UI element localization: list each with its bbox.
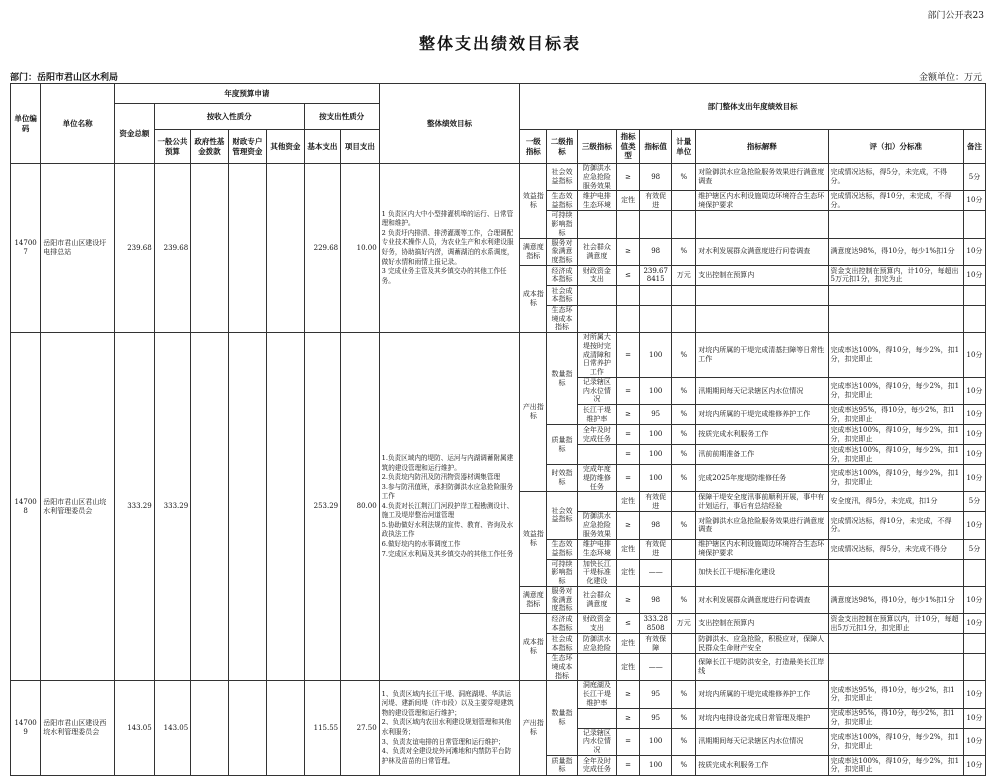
level1-indicator: 产出指标 [520,681,547,776]
value-type: 定性 [617,559,640,586]
header-remarks: 备注 [963,130,985,164]
indicator-value: 有效促进 [640,191,672,211]
level1-indicator: 满意度指标 [520,586,547,613]
indicator-explanation: 对水利发展群众满意度进行问卷调查 [696,238,828,265]
value-type: ≤ [617,265,640,285]
scoring-standard: 完成率达100%，得10分，每少2%，扣1分，扣完即止 [828,425,963,445]
level1-indicator: 成本指标 [520,614,547,681]
level2-indicator: 生态环境成本指标 [547,305,577,332]
value-type: ≥ [617,681,640,708]
measure-unit: % [672,681,696,708]
measure-unit [672,305,696,332]
value-type: ≥ [617,238,640,265]
level3-indicator: 防御洪水应急抢险 [577,634,617,654]
value-type: 定性 [617,191,640,211]
measure-unit: % [672,238,696,265]
value-type: 定性 [617,539,640,559]
other-funds [267,164,304,333]
header-annual-budget: 年度预算申请 [115,84,380,104]
measure-unit: % [672,708,696,728]
indicator-value: 100 [640,377,672,404]
level2-indicator: 经济成本指标 [547,265,577,285]
indicator-explanation: 支出控制在预算内 [696,614,828,634]
scoring-standard: 完成情况达标，得10分，未完成，不得分。 [828,512,963,539]
indicator-explanation [696,305,828,332]
scoring-standard: 完成率达100%，得10分，每少2%，扣1分，扣完即止 [828,333,963,378]
measure-unit: 万元 [672,614,696,634]
level2-indicator: 数量指标 [547,681,577,756]
basic-expense: 253.29 [304,333,340,681]
header-unit-code: 单位编码 [11,84,41,164]
indicator-value: 有效保障 [640,634,672,654]
indicator-explanation: 汛期期间每天记录辖区内水位情况 [696,377,828,404]
value-type: ≥ [617,586,640,613]
overall-goal: 1 负责区内大中小型排灌机埠的运行、日常管理和维护。 2 负责圩内排渍、排涝灌溉等工作，合理调配专业技术操作人员，为农业生产和水利建设服好务，协助搞好内涝，调蓄湖泊的水系调度，做好水情和雨情上报记录。 3 完成业务主管及其乡镇交办的其他工作任务。 [379,164,520,333]
measure-unit [672,654,696,681]
indicator-explanation: 加快长江干堤标准化建设 [696,559,828,586]
indicator-explanation [696,285,828,305]
header-level1: 一级指标 [520,130,547,164]
header-by-income: 按收入性质分 [154,104,304,130]
header-basic-expense: 基本支出 [304,130,340,164]
indicator-value: 98 [640,586,672,613]
measure-unit [672,191,696,211]
indicator-value: 100 [640,333,672,378]
value-type: ≤ [617,614,640,634]
level2-indicator: 质量指标 [547,425,577,465]
scoring-standard: 满意度达98%，得10分，每少1%扣1分 [828,238,963,265]
indicator-explanation: 对垸内所属的干堤完成维修养护工作 [696,405,828,425]
scoring-standard [828,634,963,654]
remarks: 10分 [963,238,985,265]
measure-unit [672,539,696,559]
level2-indicator: 生态效益指标 [547,539,577,559]
level3-indicator [577,211,617,238]
remarks [963,559,985,586]
measure-unit: 万元 [672,265,696,285]
remarks: 10分 [963,445,985,465]
indicator-value: 98 [640,238,672,265]
indicator-explanation: 保障长江干堤防洪安全，打造最美长江岸线 [696,654,828,681]
value-type: = [617,445,640,465]
general-budget: 143.05 [154,681,190,776]
measure-unit [672,492,696,512]
unit-code: 147007 [11,164,41,333]
header-value-type: 指标值类型 [617,130,640,164]
remarks: 10分 [963,265,985,285]
level2-indicator: 可持续影响指标 [547,211,577,238]
level3-indicator: 财政资金支出 [577,614,617,634]
gov-fund [191,333,228,681]
remarks: 10分 [963,728,985,755]
level3-indicator [577,285,617,305]
indicator-value: 有效促进 [640,539,672,559]
remarks: 10分 [963,586,985,613]
scoring-standard: 完成率达95%，得10分，每少2%，扣1分，扣完即止 [828,708,963,728]
scoring-standard: 完成率达95%，得10分，每少2%，扣1分，扣完即止 [828,405,963,425]
indicator-explanation: 完成2025年度堤防维修任务 [696,465,828,492]
header-value: 指标值 [640,130,672,164]
measure-unit [672,634,696,654]
header-scoring: 评（扣）分标准 [828,130,963,164]
level2-indicator: 数量指标 [547,333,577,425]
indicator-explanation: 维护辖区内水利设施周边环境符合生态环境保护要求 [696,191,828,211]
remarks: 10分 [963,465,985,492]
indicator-value: 239.678415 [640,265,672,285]
level3-indicator: 财政资金支出 [577,265,617,285]
measure-unit: % [672,728,696,755]
level2-indicator: 质量指标 [547,755,577,775]
header-other-funds: 其他资金 [267,130,304,164]
basic-expense: 229.68 [304,164,340,333]
header-unit: 计量单位 [672,130,696,164]
remarks: 10分 [963,377,985,404]
scoring-standard [828,654,963,681]
page-title: 整体支出绩效目标表 [418,34,581,53]
indicator-value: 333.288508 [640,614,672,634]
scoring-standard [828,211,963,238]
remarks: 5分 [963,492,985,512]
level3-indicator [577,708,617,728]
level3-indicator: 对所属大堤按时完成清障和日常养护工作 [577,333,617,378]
indicator-value [640,211,672,238]
header-special-account: 财政专户管理资金 [228,130,267,164]
project-expense: 80.00 [341,333,380,681]
indicator-value: 有效促进 [640,492,672,512]
measure-unit: % [672,164,696,191]
general-budget: 333.29 [154,333,190,681]
remarks: 10分 [963,755,985,775]
level2-indicator: 服务对象满意度指标 [547,586,577,613]
scoring-standard: 完成率达95%，得10分，每少2%，扣1分，扣完即止 [828,681,963,708]
header-by-expense: 按支出性质分 [304,104,379,130]
level1-indicator: 效益指标 [520,164,547,239]
level2-indicator: 社会效益指标 [547,164,577,191]
level2-indicator: 社会效益指标 [547,492,577,539]
value-type: 定性 [617,634,640,654]
scoring-standard: 资金支出控制在预算以内，计10分，每超出5万元扣1分，扣完即止 [828,614,963,634]
measure-unit [672,559,696,586]
indicator-explanation: 对垸内电排设备完成日常管理及维护 [696,708,828,728]
level3-indicator: 洞庭湖及长江干堤维护率 [577,681,617,708]
header-project-expense: 项目支出 [341,130,380,164]
remarks: 5分 [963,539,985,559]
header-dept-targets: 部门整体支出年度绩效目标 [520,84,986,130]
level3-indicator: 完成年度堤防维修任务 [577,465,617,492]
indicator-explanation: 汛期期间每天记录辖区内水位情况 [696,728,828,755]
remarks [963,634,985,654]
value-type [617,285,640,305]
scoring-standard: 完成率达100%，得10分，每少2%，扣1分，扣完即止 [828,445,963,465]
header-gov-fund: 政府性基金拨款 [191,130,228,164]
value-type: ≥ [617,405,640,425]
indicator-value: 95 [640,708,672,728]
level1-indicator: 产出指标 [520,333,547,492]
remarks: 10分 [963,191,985,211]
level3-indicator: 维护电排生态环境 [577,191,617,211]
table-row [11,164,986,191]
value-type: = [617,377,640,404]
indicator-explanation: 对垸内所属的干堤完成清基扫障等日常性工作 [696,333,828,378]
level2-indicator: 社会成本指标 [547,285,577,305]
value-type: ≥ [617,708,640,728]
level3-indicator: 记录辖区内水位情况 [577,377,617,404]
indicator-value: 98 [640,512,672,539]
indicator-explanation: 按质完成水利服务工作 [696,425,828,445]
scoring-standard [828,305,963,332]
scoring-standard: 完成率达100%，得10分，每少2%，扣1分，扣完即止 [828,755,963,775]
level1-indicator: 效益指标 [520,492,547,587]
table-row [11,681,986,708]
remarks: 10分 [963,425,985,445]
level3-indicator: 长江干堤维护率 [577,405,617,425]
indicator-explanation: 维护辖区内水利设施周边环境符合生态环境保护要求 [696,539,828,559]
level2-indicator: 生态效益指标 [547,191,577,211]
level3-indicator [577,492,617,512]
level1-indicator: 满意度指标 [520,238,547,265]
performance-table [10,83,986,776]
value-type: = [617,728,640,755]
measure-unit: % [672,512,696,539]
project-expense: 10.00 [341,164,380,333]
header-explain: 指标解释 [696,130,828,164]
level3-indicator: 社会群众满意度 [577,238,617,265]
indicator-explanation: 对险御洪水应急抢险服务效果进行满意度调查 [696,512,828,539]
amount-unit-label: 金额单位：万元 [918,73,982,83]
header-total-funds: 资金总额 [115,104,155,164]
measure-unit: % [672,405,696,425]
indicator-value [640,305,672,332]
overall-goal: 1.负责区域内的堤防、运河与内湖调蓄附属建筑的建设管理和运行维护。 2.负责垸内防汛及防汛物资器材调集管理 3.参与防汛值班，承担防御洪水应急抢险服务工作 4.负责对长江荆江门河段护岸工程勘测设计、施工及堤岸整治河道管理 5.协助做好水利法规的宣传、教育、咨询及水政执法工作 6.做好垸内的水事调度工作 7.完成区水利局及其乡镇交办的其他工作任务 [379,333,520,681]
scoring-standard: 完成率达100%，得10分，每少2%，扣1分，扣完即止 [828,377,963,404]
value-type [617,305,640,332]
table-number-label: 部门公开表23 [927,11,984,21]
header-overall-goal: 整体绩效目标 [379,84,520,164]
value-type: ≥ [617,512,640,539]
remarks: 5分 [963,164,985,191]
remarks: 10分 [963,333,985,378]
measure-unit: % [672,445,696,465]
scoring-standard: 完成情况达标，得5分，未完成，不得分。 [828,164,963,191]
level2-indicator: 社会成本指标 [547,634,577,654]
remarks [963,211,985,238]
indicator-explanation: 汛前前期准备工作 [696,445,828,465]
general-budget: 239.68 [154,164,190,333]
scoring-standard: 完成情况达标，得10分，未完成，不得分。 [828,191,963,211]
scoring-standard: 资金支出控制在预算内，计10分，每超出5万元扣1分，扣完为止 [828,265,963,285]
other-funds [267,333,304,681]
department-label: 部门：岳阳市君山区水利局 [10,73,119,83]
indicator-explanation: 保障干堤安全度汛事前顺利开展，事中有计划运行，事后有总结经验 [696,492,828,512]
measure-unit: % [672,377,696,404]
value-type: 定性 [617,492,640,512]
level3-indicator: 全年及时完成任务 [577,755,617,775]
scoring-standard [828,559,963,586]
basic-expense: 115.55 [304,681,340,776]
level2-indicator: 经济成本指标 [547,614,577,634]
value-type: ≥ [617,164,640,191]
project-expense: 27.50 [341,681,380,776]
total-funds: 239.68 [115,164,155,333]
header-level3: 三级指标 [577,130,617,164]
remarks [963,654,985,681]
gov-fund [191,164,228,333]
scoring-standard: 完成率达100%，得10分，每少2%，扣1分，扣完即止 [828,728,963,755]
measure-unit: % [672,586,696,613]
indicator-value: 100 [640,425,672,445]
table-row [11,333,986,378]
total-funds: 333.29 [115,333,155,681]
indicator-value: 100 [640,465,672,492]
level2-indicator: 生态环境成本指标 [547,654,577,681]
unit-name: 岳阳市君山区建设圩电排总站 [41,164,115,333]
unit-name: 岳阳市君山区建设西垸水利管理委员会 [41,681,115,776]
remarks: 10分 [963,405,985,425]
table-body [11,164,986,776]
level2-indicator: 可持续影响指标 [547,559,577,586]
value-type: = [617,465,640,492]
value-type: = [617,333,640,378]
level3-indicator: 社会群众满意度 [577,586,617,613]
other-funds [267,681,304,776]
measure-unit: % [672,465,696,492]
measure-unit [672,285,696,305]
indicator-value: 100 [640,445,672,465]
value-type: = [617,755,640,775]
remarks: 10分 [963,512,985,539]
level3-indicator: 记录辖区内水位情况 [577,728,617,755]
value-type: = [617,425,640,445]
indicator-explanation: 按质完成水利服务工作 [696,755,828,775]
unit-code: 147008 [11,333,41,681]
indicator-value: 95 [640,405,672,425]
measure-unit: % [672,333,696,378]
level2-indicator: 时效指标 [547,465,577,492]
indicator-explanation [696,211,828,238]
scoring-standard: 完成情况达标，得5分，未完成不得分 [828,539,963,559]
value-type: 定性 [617,654,640,681]
level3-indicator [577,654,617,681]
level3-indicator [577,445,617,465]
measure-unit: % [672,425,696,445]
level3-indicator [577,305,617,332]
overall-goal: 1、负责区域内长江干堤、洞庭湖堤、华洪运河堤、建新间堤（许市段）以及主要穿堤建筑物的建设管理和运行维护； 2、负责区域内农田水利建设规划管理和其他水利服务； 3、负责友谊电排的日常管理和运行维护； 4、负责对全建设垸外河滩地和内禁防平台防护林及苗苗的日常管理。 [379,681,520,776]
indicator-value [640,285,672,305]
level1-indicator: 成本指标 [520,265,547,332]
level3-indicator: 防御洪水应急抢险服务效果 [577,512,617,539]
indicator-value: 100 [640,755,672,775]
header-level2: 二级指标 [547,130,577,164]
scoring-standard [828,285,963,305]
remarks: 10分 [963,614,985,634]
indicator-value: 95 [640,681,672,708]
unit-code: 147009 [11,681,41,776]
indicator-value: 100 [640,728,672,755]
remarks: 10分 [963,681,985,708]
unit-name: 岳阳市君山区君山垸水利管理委员会 [41,333,115,681]
remarks: 10分 [963,708,985,728]
header-general-budget: 一般公共预算 [154,130,190,164]
remarks [963,305,985,332]
indicator-explanation: 防御洪水、应急抢险，积极应对，保障人民群众生命财产安全 [696,634,828,654]
indicator-value: —— [640,654,672,681]
remarks [963,285,985,305]
value-type [617,211,640,238]
indicator-explanation: 支出控制在预算内 [696,265,828,285]
special-account [228,681,267,776]
total-funds: 143.05 [115,681,155,776]
level3-indicator: 全年及时完成任务 [577,425,617,445]
measure-unit [672,211,696,238]
level3-indicator: 维护电排生态环境 [577,539,617,559]
level3-indicator: 加快长江干堤标准化建设 [577,559,617,586]
level2-indicator: 服务对象满意度指标 [547,238,577,265]
indicator-explanation: 对险御洪水应急抢险服务效果进行满意度调查 [696,164,828,191]
scoring-standard: 满意度达98%，得10分，每少1%扣1分 [828,586,963,613]
indicator-explanation: 对水利发展群众满意度进行问卷调查 [696,586,828,613]
header-unit-name: 单位名称 [41,84,115,164]
gov-fund [191,681,228,776]
indicator-value: 98 [640,164,672,191]
indicator-value: —— [640,559,672,586]
measure-unit: % [672,755,696,775]
scoring-standard: 完成率达100%，得10分，每少2%，扣1分，扣完即止 [828,465,963,492]
indicator-explanation: 对垸内所属的干堤完成维修养护工作 [696,681,828,708]
scoring-standard: 安全度汛，得5分，未完成，扣1分 [828,492,963,512]
special-account [228,333,267,681]
level3-indicator: 防御洪水应急抢险服务效果 [577,164,617,191]
special-account [228,164,267,333]
